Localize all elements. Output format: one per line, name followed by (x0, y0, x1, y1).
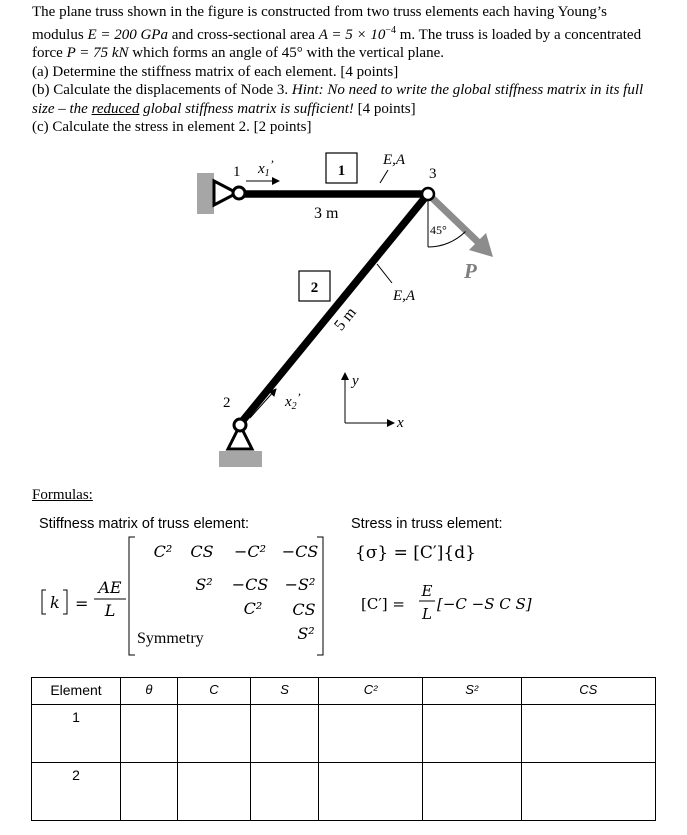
formulas-block (0, 530, 687, 670)
header-c: C (177, 678, 250, 705)
matrix-left-bracket (129, 537, 135, 655)
row-1-s-squared[interactable] (422, 705, 521, 763)
node-3 (422, 188, 434, 200)
header-s-squared: S² (422, 678, 521, 705)
row-2-c[interactable] (177, 763, 250, 821)
node-3-label: 3 (429, 166, 437, 182)
global-y-label: y (352, 373, 359, 389)
node-2 (234, 419, 246, 431)
header-theta: θ (121, 678, 178, 705)
force-label: P (464, 259, 477, 283)
element-1-label: 1 (337, 163, 346, 179)
ea2-label: E,A (393, 288, 416, 304)
row-2-cs[interactable] (521, 763, 655, 821)
node-1 (233, 187, 245, 199)
matrix-r3-c3: C² (243, 599, 263, 618)
wall-support (197, 173, 214, 214)
header-cs: CS (521, 678, 655, 705)
local-axis-x2-label: $x_2^’$ (285, 390, 301, 412)
ea1-leader (380, 170, 388, 183)
l-denominator-2: L (422, 605, 432, 623)
truss-figure (0, 140, 687, 480)
ground-support (219, 451, 262, 467)
row-1-c-squared[interactable] (319, 705, 423, 763)
stress-title: Stress in truss element: (351, 516, 503, 532)
problem-intro: The plane truss shown in the figure is constructed from two truss elements each having Young’s modulus E = 200 GPa and cross-sectional area $A = 5 \times 10^{-4}$ m. The truss is loaded by a concentrated force P = 75 kN which forms an angle of 45° with the vertical plane. (32, 4, 642, 61)
row-2-c-squared[interactable] (319, 763, 423, 821)
l-denominator: L (104, 601, 116, 620)
row-2-s[interactable] (251, 763, 319, 821)
table-row (32, 763, 656, 821)
element-2-bar (240, 194, 428, 424)
matrix-r2-c4: −S² (284, 575, 316, 594)
ea2-leader (377, 264, 392, 283)
row-2-s-squared[interactable] (422, 763, 521, 821)
length-element-1: 3 m (314, 205, 339, 222)
c-prime-vector: [−C −S C S] (437, 595, 532, 613)
row-1-theta[interactable] (121, 705, 178, 763)
k-symbol: k (50, 593, 60, 612)
row-1-c[interactable] (177, 705, 250, 763)
problem-statement (32, 3, 660, 137)
ea1-label: E,A (383, 152, 406, 168)
ae-numerator: AE (98, 578, 122, 597)
node-2-label: 2 (223, 395, 231, 411)
matrix-r1-c1: C² (153, 542, 173, 561)
table-header-row (32, 678, 656, 705)
matrix-symmetry: Symmetry (137, 630, 204, 647)
stiffness-matrix-title: Stiffness matrix of truss element: (39, 516, 250, 532)
row-1-cs[interactable] (521, 705, 655, 763)
row-1-s[interactable] (251, 705, 319, 763)
node-1-label: 1 (233, 164, 241, 180)
row-1-element: 1 (32, 705, 121, 763)
results-table (31, 677, 656, 821)
part-c: (c) Calculate the stress in element 2. [2 points] (32, 119, 312, 135)
matrix-r2-c3: −CS (231, 575, 269, 594)
length-element-2: 5 m (331, 304, 360, 335)
c-prime-label: [C′] = (361, 595, 405, 613)
angle-label: 45° (430, 223, 447, 237)
equals-sign: = (75, 594, 89, 613)
matrix-r1-c3: −C² (233, 542, 267, 561)
matrix-r1-c2: CS (190, 542, 214, 561)
matrix-r3-c4: CS (292, 600, 316, 619)
table-row (32, 705, 656, 763)
matrix-r2-c2: S² (195, 575, 213, 594)
row-2-element: 2 (32, 763, 121, 821)
stress-equation: {σ} = [C′]{d} (355, 543, 476, 563)
part-a: (a) Determine the stiffness matrix of each element. [4 points] (32, 63, 399, 80)
header-element: Element (32, 678, 121, 705)
formulas-title: Formulas: (32, 487, 93, 503)
row-2-theta[interactable] (121, 763, 178, 821)
header-s: S (251, 678, 319, 705)
matrix-r4-c4: S² (297, 624, 315, 643)
header-c-squared: C² (319, 678, 423, 705)
local-axis-x1-label: $x_1^’$ (258, 157, 274, 179)
element-2-label: 2 (310, 280, 319, 296)
part-b: (b) Calculate the displacements of Node 3. Hint: No need to write the global stiffness matrix in its full size – the reduced global stiffness matrix is sufficient! [4 points] (32, 82, 644, 117)
e-numerator: E (421, 582, 433, 600)
global-x-label: x (397, 415, 404, 431)
matrix-r1-c4: −CS (281, 542, 319, 561)
